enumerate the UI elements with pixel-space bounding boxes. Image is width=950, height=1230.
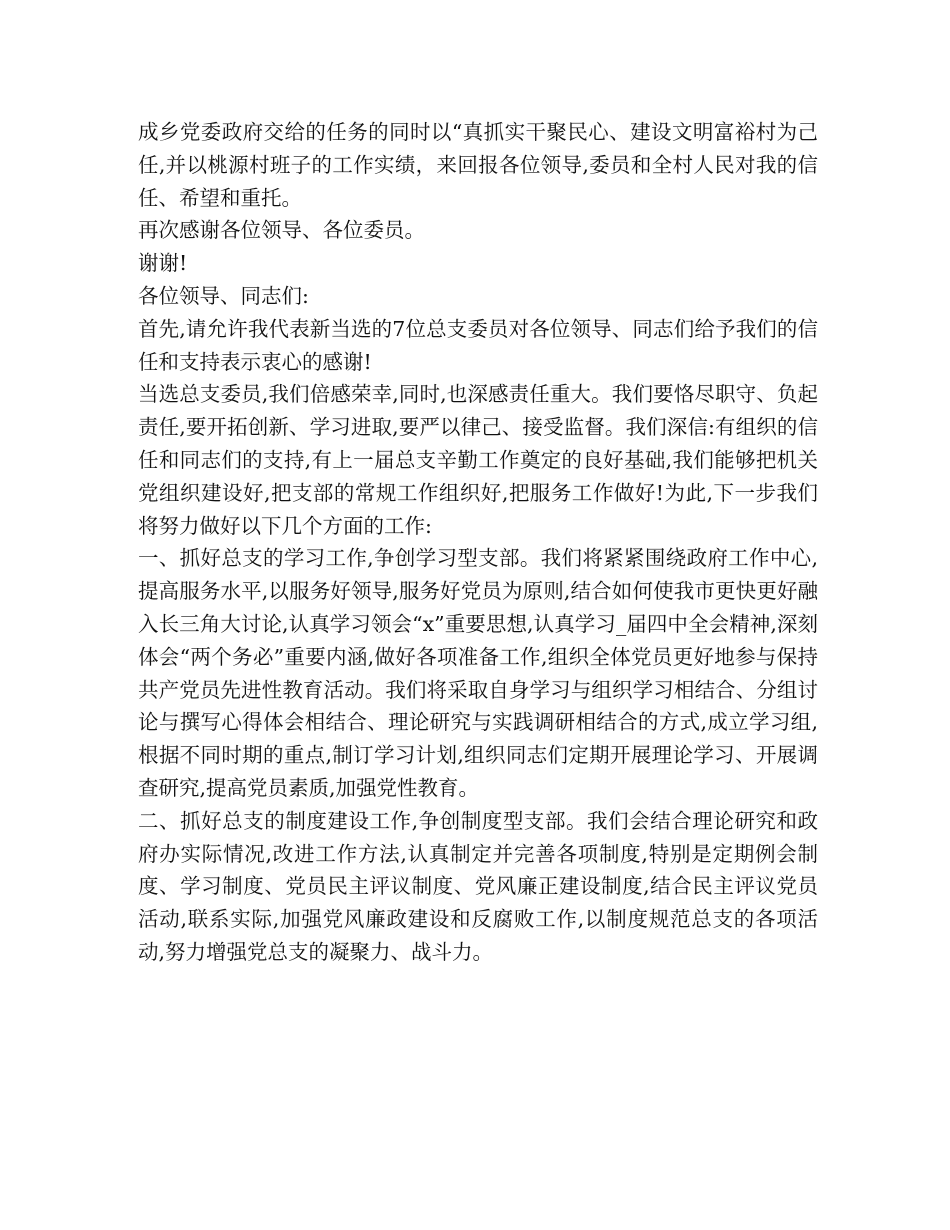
paragraph-thank-you: 谢谢! (138, 251, 188, 276)
document-body (138, 116, 818, 969)
paragraph-system-building: 二、抓好总支的制度建设工作,争创制度型支部。我们会结合理论研究和政府办实际情况,改进工作方法,认真制定并完善各项制度,特别是定期例会制度、学习制度、党员民主评议制度、党风廉正建设制度,结合民主评议党员活动,联系实际,加强党风廉政建设和反腐败工作,以制度规范总支的各项活动,努力增强党总支的凝聚力、战斗力。 (138, 808, 818, 964)
paragraph-study-work: 一、抓好总支的学习工作,争创学习型支部。我们将紧紧围绕政府工作中心,提高服务水平,以服务好领导,服务好党员为原则,结合如何使我市更快更好融入长三角大讨论,认真学习领会“x”重要思想,认真学习_届四中全会精神,深刻体会“两个务必”重要内涵,做好各项准备工作,组织全体党员更好地参与保持共产党员先进性教育活动。我们将采取自身学习与组织学习相结合、分组讨论与撰写心得体会相结合、理论研究与实践调研相结合的方式,成立学习组,根据不同时期的重点,制订学习计划,组织同志们定期开展理论学习、开展调查研究,提高党员素质,加强党性教育。 (138, 546, 818, 800)
paragraph-salutation: 各位领导、同志们: (138, 283, 309, 308)
paragraph-responsibility: 当选总支委员,我们倍感荣幸,同时,也深感责任重大。我们要恪尽职守、负起责任,要开拓创新、学习进取,要严以律己、接受监督。我们深信:有组织的信任和同志们的支持,有上一届总支辛勤工作奠定的良好基础,我们能够把机关党组织建设好,把支部的常规工作组织好,把服务工作做好!为此,下一步我们将努力做好以下几个方面的工作: (138, 382, 818, 538)
paragraph-thanks-again: 再次感谢各位领导、各位委员。 (138, 218, 425, 243)
paragraph-opening-thanks: 首先,请允许我代表新当选的7位总支委员对各位领导、同志们给予我们的信任和支持表示衷心的感谢! (138, 316, 818, 374)
paragraph-closing-pledge: 成乡党委政府交给的任务的同时以“真抓实干聚民心、建设文明富裕村为己任,并以桃源村班子的工作实绩，来回报各位领导,委员和全村人民对我的信任、希望和重托。 (138, 120, 818, 210)
